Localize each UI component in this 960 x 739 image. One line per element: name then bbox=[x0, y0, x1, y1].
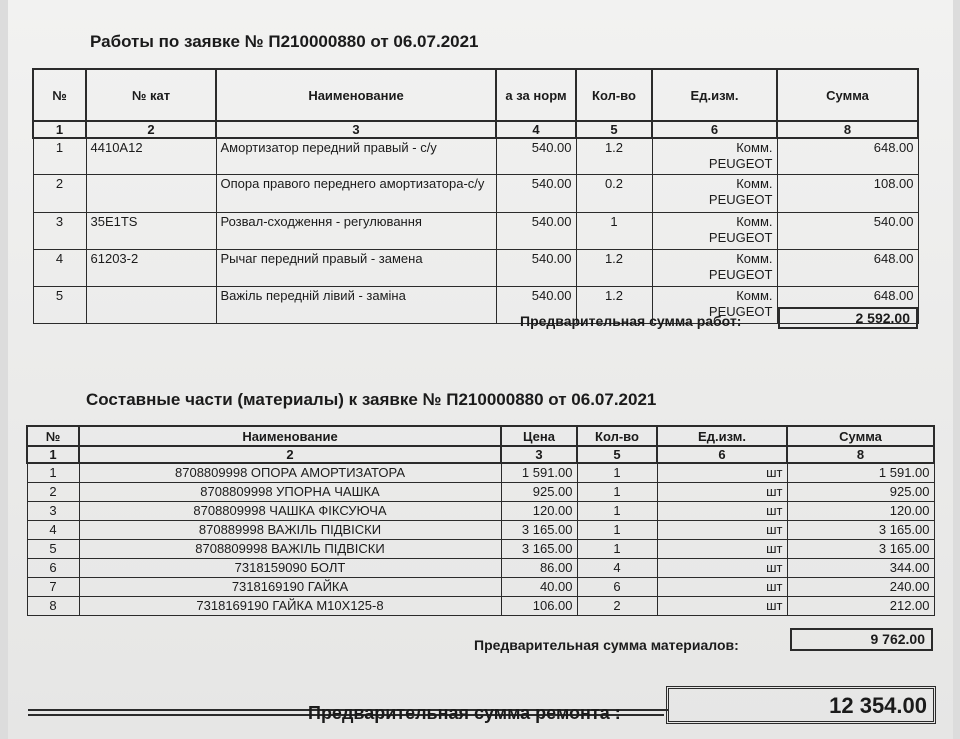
row-catalog: 35E1TS bbox=[86, 212, 216, 249]
row-sum: 212.00 bbox=[787, 596, 934, 615]
materials-header-unit: Ед.изм. bbox=[657, 426, 787, 446]
row-number: 1 bbox=[27, 463, 79, 482]
row-unit bbox=[652, 174, 777, 212]
row-number: 1 bbox=[33, 138, 86, 174]
table-row bbox=[27, 558, 934, 577]
table-row bbox=[27, 596, 934, 615]
works-title: Работы по заявке № П210000880 от 06.07.2021 bbox=[90, 32, 479, 51]
row-unit: шт bbox=[657, 577, 787, 596]
row-name: Рычаг передний правый - замена bbox=[216, 249, 496, 286]
row-price: 106.00 bbox=[501, 596, 577, 615]
materials-table bbox=[26, 425, 935, 616]
materials-index-cell: 6 bbox=[657, 446, 787, 463]
materials-index-cell: 3 bbox=[501, 446, 577, 463]
row-sum: 108.00 bbox=[777, 174, 918, 212]
row-number: 4 bbox=[33, 249, 86, 286]
row-name: Важіль передній лівий - заміна bbox=[216, 286, 496, 323]
row-price: 540.00 bbox=[496, 249, 576, 286]
materials-total-label: Предварительная сумма материалов: bbox=[474, 637, 739, 653]
row-name: Розвал-сходження - регулювання bbox=[216, 212, 496, 249]
row-sum: 240.00 bbox=[787, 577, 934, 596]
works-index-cell: 5 bbox=[576, 121, 652, 138]
row-sum: 648.00 bbox=[777, 286, 918, 323]
unit-line1: Комм. bbox=[736, 175, 773, 191]
unit-line2: PEUGEOT bbox=[708, 229, 773, 245]
row-name: 8708809998 ВАЖІЛЬ ПІДВІСКИ bbox=[79, 539, 501, 558]
row-sum: 3 165.00 bbox=[787, 520, 934, 539]
row-qty: 2 bbox=[577, 596, 657, 615]
row-sum: 648.00 bbox=[777, 138, 918, 174]
materials-header-name: Наименование bbox=[79, 426, 501, 446]
materials-header-price: Цена bbox=[501, 426, 577, 446]
row-number: 6 bbox=[27, 558, 79, 577]
row-qty: 1 bbox=[576, 212, 652, 249]
row-qty: 0.2 bbox=[576, 174, 652, 212]
row-catalog bbox=[86, 286, 216, 323]
unit-line2: PEUGEOT bbox=[708, 303, 773, 319]
row-price: 540.00 bbox=[496, 212, 576, 249]
row-unit: шт bbox=[657, 539, 787, 558]
row-price: 3 165.00 bbox=[501, 539, 577, 558]
row-sum: 648.00 bbox=[777, 249, 918, 286]
row-unit bbox=[652, 249, 777, 286]
materials-header-qty: Кол-во bbox=[577, 426, 657, 446]
row-qty: 1.2 bbox=[576, 249, 652, 286]
row-catalog: 4410A12 bbox=[86, 138, 216, 174]
works-index-row bbox=[33, 121, 918, 138]
row-qty: 1 bbox=[577, 463, 657, 482]
works-header-unit: Ед.изм. bbox=[652, 69, 777, 121]
table-row bbox=[33, 212, 918, 249]
row-unit bbox=[652, 138, 777, 174]
works-header-name: Наименование bbox=[216, 69, 496, 121]
row-unit: шт bbox=[657, 501, 787, 520]
row-price: 3 165.00 bbox=[501, 520, 577, 539]
unit-line1: Комм. bbox=[736, 287, 773, 303]
works-table bbox=[32, 68, 919, 324]
materials-index-row bbox=[27, 446, 934, 463]
repair-total-label: Предварительная сумма ремонта : bbox=[308, 703, 621, 723]
row-number: 5 bbox=[33, 286, 86, 323]
row-qty: 1.2 bbox=[576, 138, 652, 174]
row-sum: 540.00 bbox=[777, 212, 918, 249]
works-total-label: Предварительная сумма работ: bbox=[520, 313, 742, 329]
row-price: 925.00 bbox=[501, 482, 577, 501]
row-unit: шт bbox=[657, 596, 787, 615]
row-number: 3 bbox=[27, 501, 79, 520]
unit-line2: PEUGEOT bbox=[708, 266, 773, 282]
table-row bbox=[27, 463, 934, 482]
unit-line2: PEUGEOT bbox=[708, 191, 773, 207]
row-qty: 1 bbox=[577, 539, 657, 558]
works-index-cell: 4 bbox=[496, 121, 576, 138]
row-price: 540.00 bbox=[496, 286, 576, 323]
row-price: 120.00 bbox=[501, 501, 577, 520]
table-row bbox=[27, 501, 934, 520]
row-number: 5 bbox=[27, 539, 79, 558]
table-row bbox=[33, 249, 918, 286]
row-sum: 925.00 bbox=[787, 482, 934, 501]
works-header-price: а за норм bbox=[496, 69, 576, 121]
table-row bbox=[27, 577, 934, 596]
row-number: 8 bbox=[27, 596, 79, 615]
row-qty: 1 bbox=[577, 482, 657, 501]
row-price: 86.00 bbox=[501, 558, 577, 577]
table-row bbox=[27, 520, 934, 539]
row-sum: 1 591.00 bbox=[787, 463, 934, 482]
works-index-cell: 1 bbox=[33, 121, 86, 138]
materials-index-cell: 5 bbox=[577, 446, 657, 463]
row-catalog bbox=[86, 174, 216, 212]
row-name: 7318159090 БОЛТ bbox=[79, 558, 501, 577]
works-header-n: № bbox=[33, 69, 86, 121]
row-number: 7 bbox=[27, 577, 79, 596]
row-unit: шт bbox=[657, 520, 787, 539]
materials-index-cell: 1 bbox=[27, 446, 79, 463]
repair-total-value: 12 354.00 bbox=[666, 686, 936, 724]
row-qty: 1 bbox=[577, 520, 657, 539]
materials-header-row bbox=[27, 426, 934, 446]
row-name: 8708809998 ОПОРА АМОРТИЗАТОРА bbox=[79, 463, 501, 482]
row-catalog: 61203-2 bbox=[86, 249, 216, 286]
row-price: 540.00 bbox=[496, 174, 576, 212]
document-page bbox=[8, 0, 953, 739]
materials-header-sum: Сумма bbox=[787, 426, 934, 446]
table-row bbox=[33, 174, 918, 212]
materials-title: Составные части (материалы) к заявке № П210000880 от 06.07.2021 bbox=[86, 390, 657, 409]
row-name: 870889998 ВАЖІЛЬ ПІДВІСКИ bbox=[79, 520, 501, 539]
row-price: 540.00 bbox=[496, 138, 576, 174]
works-header-row bbox=[33, 69, 918, 121]
unit-line1: Комм. bbox=[736, 140, 773, 155]
row-number: 3 bbox=[33, 212, 86, 249]
row-sum: 344.00 bbox=[787, 558, 934, 577]
row-name: Опора правого переднего амортизатора-с/у bbox=[216, 174, 496, 212]
row-name: 7318169190 ГАЙКА М10Х125-8 bbox=[79, 596, 501, 615]
row-qty: 1 bbox=[577, 501, 657, 520]
row-unit: шт bbox=[657, 463, 787, 482]
row-number: 4 bbox=[27, 520, 79, 539]
row-name: 7318169190 ГАЙКА bbox=[79, 577, 501, 596]
works-header-sum: Сумма bbox=[777, 69, 918, 121]
row-unit: шт bbox=[657, 558, 787, 577]
table-row bbox=[33, 138, 918, 174]
materials-total-value: 9 762.00 bbox=[790, 628, 933, 651]
table-row bbox=[27, 482, 934, 501]
materials-index-cell: 2 bbox=[79, 446, 501, 463]
row-price: 40.00 bbox=[501, 577, 577, 596]
row-price: 1 591.00 bbox=[501, 463, 577, 482]
works-index-cell: 3 bbox=[216, 121, 496, 138]
works-header-qty: Кол-во bbox=[576, 69, 652, 121]
row-sum: 3 165.00 bbox=[787, 539, 934, 558]
unit-line1: Комм. bbox=[736, 250, 773, 266]
works-index-cell: 8 bbox=[777, 121, 918, 138]
works-header-cat: № кат bbox=[86, 69, 216, 121]
row-unit: шт bbox=[657, 482, 787, 501]
row-qty: 4 bbox=[577, 558, 657, 577]
row-name: Амортизатор передний правый - с/у bbox=[216, 138, 496, 174]
table-row bbox=[27, 539, 934, 558]
materials-index-cell: 8 bbox=[787, 446, 934, 463]
materials-header-n: № bbox=[27, 426, 79, 446]
works-total-value: 2 592.00 bbox=[778, 307, 918, 329]
works-index-cell: 6 bbox=[652, 121, 777, 138]
works-index-cell: 2 bbox=[86, 121, 216, 138]
row-unit bbox=[652, 212, 777, 249]
row-name: 8708809998 ЧАШКА ФІКСУЮЧА bbox=[79, 501, 501, 520]
row-qty: 1.2 bbox=[576, 286, 652, 323]
unit-line1: Комм. bbox=[736, 213, 773, 229]
row-sum: 120.00 bbox=[787, 501, 934, 520]
row-number: 2 bbox=[27, 482, 79, 501]
row-number: 2 bbox=[33, 174, 86, 212]
unit-line2: PEUGEOT bbox=[708, 156, 773, 171]
row-name: 8708809998 УПОРНА ЧАШКА bbox=[79, 482, 501, 501]
row-qty: 6 bbox=[577, 577, 657, 596]
